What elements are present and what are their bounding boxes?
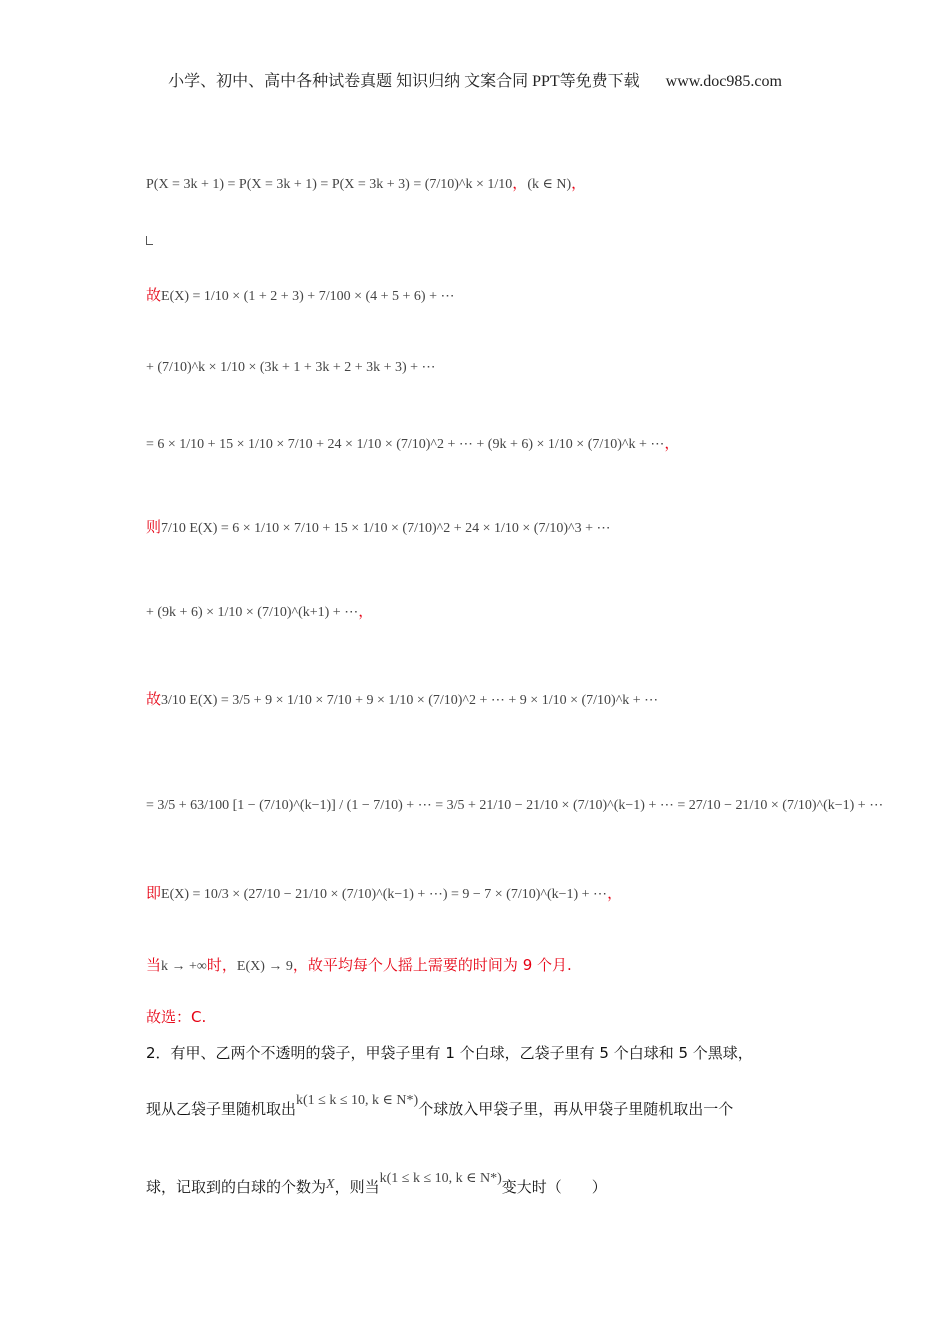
line-8 <box>146 796 883 814</box>
line-10 <box>146 954 572 975</box>
line-5 <box>146 516 610 537</box>
question-text-3b: ，则当 <box>334 1178 380 1196</box>
question-2-line-1 <box>146 1042 753 1063</box>
expectation-formula: E(X) = 1/10 × (1 + 2 + 3) + 7/100 × (4 + 5 + 6) + ⋯ <box>161 289 455 304</box>
expectation-result-formula: E(X) = 10/3 × (27/10 − 21/10 × (7/10)^(k−1) + ⋯) = 9 − 7 × (7/10)^(k−1) + ⋯ <box>161 887 608 902</box>
prefix-ji: 即 <box>146 884 162 902</box>
limit-k: k → +∞ <box>161 959 207 974</box>
k-condition-math-2: k(1 ≤ k ≤ 10, k ∈ N*) <box>379 1171 502 1186</box>
variable-x: X <box>326 1177 335 1192</box>
scaled-series-formula: 7/10 E(X) = 6 × 1/10 × 7/10 + 15 × 1/10 × (7/10)^2 + 24 × 1/10 × (7/10)^3 + ⋯ <box>161 521 611 536</box>
geometric-sum-formula: = 3/5 + 63/100 [1 − (7/10)^(k−1)] / (1 − 7/10) + ⋯ = 3/5 + 21/10 − 21/10 × (7/10)^(k−1) + ⋯ = 27/10 − 21/10 × (7/10)^(k−1) + ⋯ <box>146 798 884 813</box>
limit-ex: E(X) → 9 <box>236 959 293 974</box>
k-condition-math: k(1 ≤ k ≤ 10, k ∈ N*) <box>296 1093 419 1108</box>
prefix-gu: 故 <box>146 286 162 304</box>
comma: ， <box>664 434 680 452</box>
scaled-general-term: + (9k + 6) × 1/10 × (7/10)^(k+1) + ⋯ <box>146 605 359 620</box>
comma: ， <box>571 174 587 192</box>
difference-series-formula: 3/10 E(X) = 3/5 + 9 × 1/10 × 7/10 + 9 × 1/10 × (7/10)^2 + ⋯ + 9 × 1/10 × (7/10)^k + ⋯ <box>161 693 659 708</box>
header-url: www.doc985.com <box>665 73 782 90</box>
text-dang: 当 <box>146 956 162 974</box>
question-text-3c: 变大时（ ） <box>501 1178 607 1196</box>
prefix-ze: 则 <box>146 518 162 536</box>
text-shi: 时， <box>206 956 237 974</box>
line-3 <box>146 358 436 376</box>
page-header <box>0 68 950 91</box>
question-text-3a: 球，记取到的白球的个数为 <box>146 1178 327 1196</box>
line-2 <box>146 284 455 305</box>
question-2-line-2 <box>146 1093 734 1119</box>
comma: ， <box>607 884 623 902</box>
header-left-text: 小学、初中、高中各种试卷真题 知识归纳 文案合同 PPT等免费下载 <box>168 73 640 90</box>
question-text-2a: 现从乙袋子里随机取出 <box>146 1100 297 1118</box>
line-7 <box>146 688 658 709</box>
conclusion-text: ，故平均每个人摇上需要的时间为 9 个月. <box>292 956 572 974</box>
line-6 <box>146 600 373 621</box>
line-9 <box>146 882 622 903</box>
line-1 <box>146 172 586 193</box>
answer-line: 故选：C. <box>146 1008 207 1026</box>
corner-mark-icon <box>146 236 153 245</box>
condition-k-in-n: (k ∈ N) <box>527 177 572 192</box>
probability-formula: P(X = 3k + 1) = P(X = 3k + 1) = P(X = 3k + 3) = (7/10)^k × 1/10 <box>146 177 513 192</box>
comma: ， <box>358 602 374 620</box>
line-4 <box>146 432 679 453</box>
question-text-2b: 个球放入甲袋子里，再从甲袋子里随机取出一个 <box>418 1100 734 1118</box>
comma: ， <box>512 174 528 192</box>
question-number: 2． <box>146 1044 171 1062</box>
question-text-1: 有甲、乙两个不透明的袋子，甲袋子里有 1 个白球，乙袋子里有 5 个白球和 5 个黑球， <box>170 1044 753 1062</box>
prefix-gu: 故 <box>146 690 162 708</box>
series-formula: = 6 × 1/10 + 15 × 1/10 × 7/10 + 24 × 1/10 × (7/10)^2 + ⋯ + (9k + 6) × 1/10 × (7/10)^k + ⋯ <box>146 437 665 452</box>
question-2-line-3 <box>146 1171 607 1197</box>
general-term-formula: + (7/10)^k × 1/10 × (3k + 1 + 3k + 2 + 3k + 3) + ⋯ <box>146 360 436 375</box>
